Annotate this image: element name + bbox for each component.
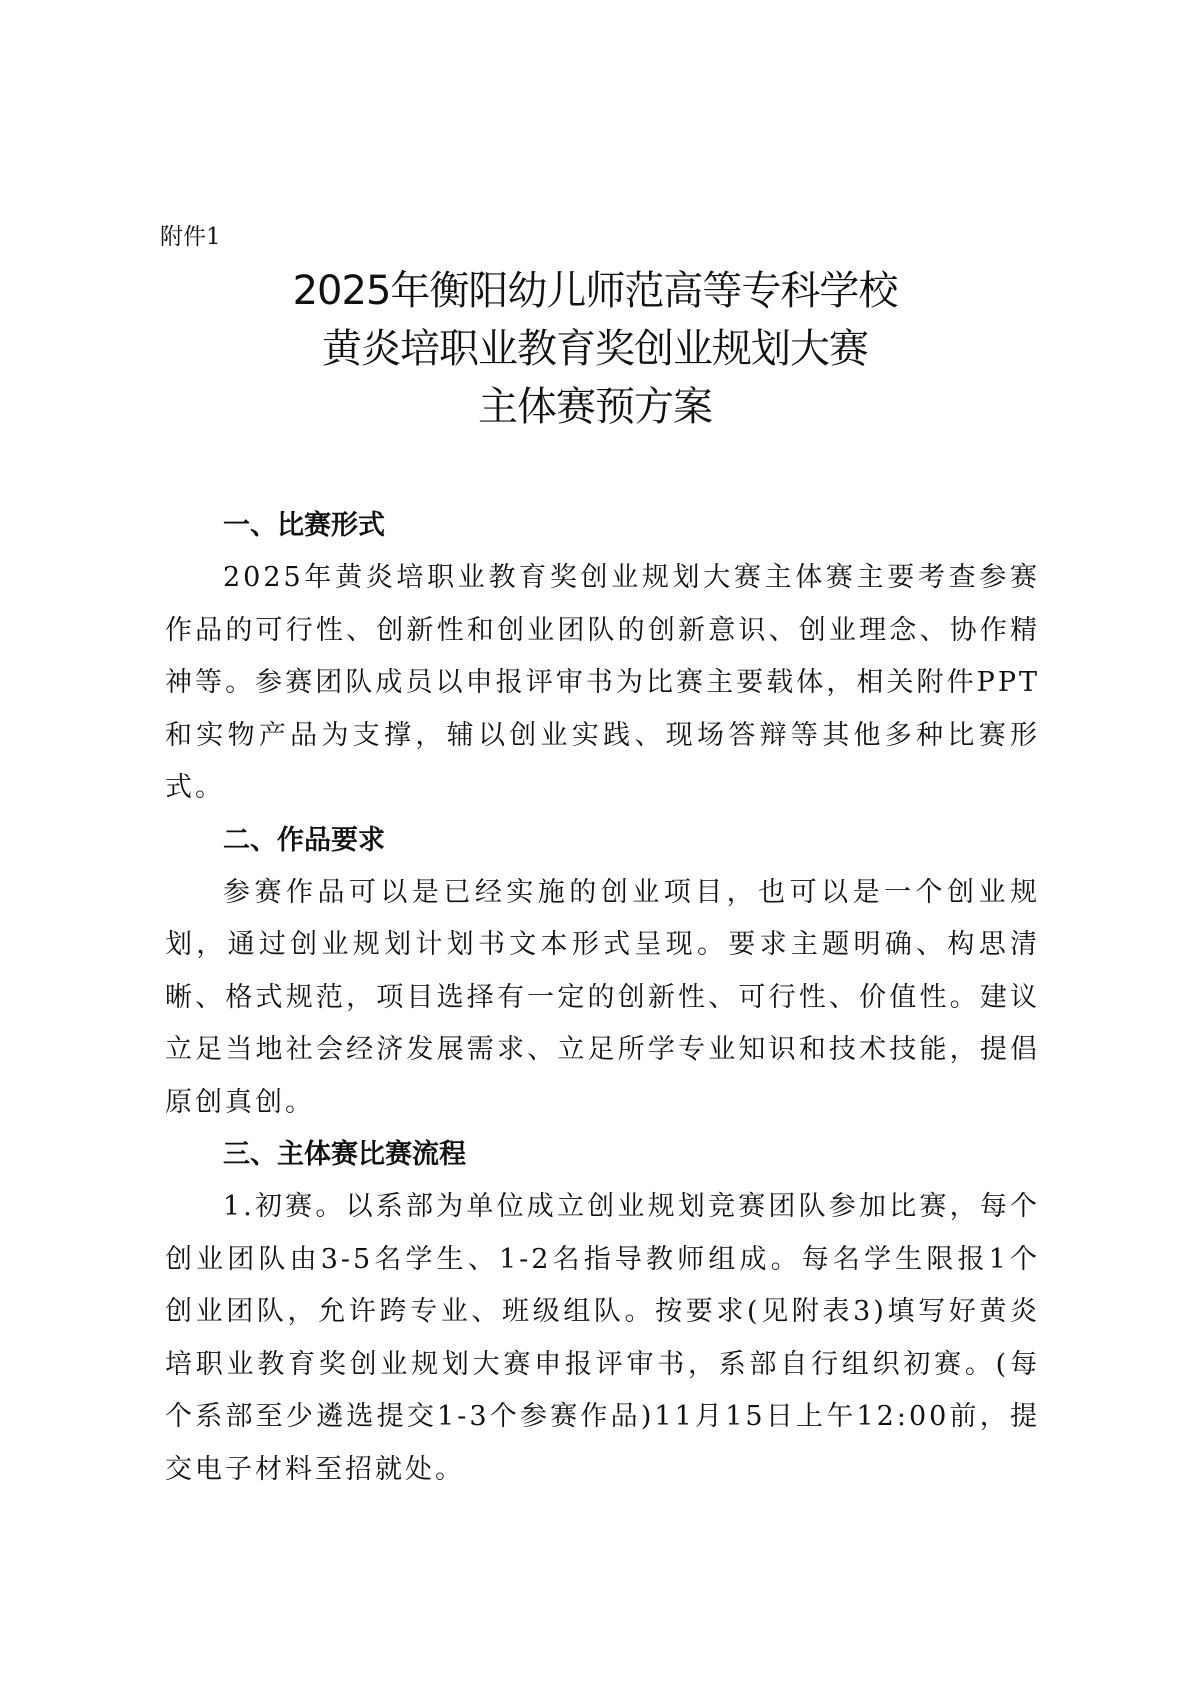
document-body	[165, 500, 1040, 1496]
document-title	[160, 262, 1030, 436]
title-line-2: 黄炎培职业教育奖创业规划大赛	[322, 326, 868, 372]
attachment-label: 附件1	[160, 224, 221, 250]
title-line-1: 2025年衡阳幼儿师范高等专科学校	[292, 268, 898, 314]
title-line-3: 主体赛预方案	[478, 384, 712, 430]
section-heading: 二、作品要求	[223, 824, 385, 856]
section-competition-format	[165, 500, 1040, 815]
section-heading: 三、主体赛比赛流程	[223, 1139, 466, 1170]
section-competition-process	[165, 1129, 1040, 1496]
section-paragraph: 1.初赛。以系部为单位成立创业规划竞赛团队参加比赛，每个创业团队由3-5名学生、1-2名指导教师组成。每名学生限报1个创业团队，允许跨专业、班级组队。按要求(见附表3)填写好黄炎培职业教育奖创业规划大赛申报评审书，系部自行组织初赛。(每个系部至少遴选提交1-3个参赛作品)11月15日上午12:00前，提交电子材料至招就处。	[165, 1191, 1040, 1485]
section-paragraph: 参赛作品可以是已经实施的创业项目，也可以是一个创业规划，通过创业规划计划书文本形式呈现。要求主题明确、构思清晰、格式规范，项目选择有一定的创新性、可行性、价值性。建议立足当地社会经济发展需求、立足所学专业知识和技术技能，提倡原创真创。	[165, 876, 1040, 1118]
section-heading: 一、比赛形式	[223, 510, 385, 541]
section-work-requirements	[165, 815, 1040, 1130]
section-paragraph: 2025年黄炎培职业教育奖创业规划大赛主体赛主要考查参赛作品的可行性、创新性和创业团队的创新意识、创业理念、协作精神等。参赛团队成员以申报评审书为比赛主要载体，相关附件PPT和实物产品为支撑，辅以创业实践、现场答辩等其他多种比赛形式。	[165, 562, 1040, 803]
